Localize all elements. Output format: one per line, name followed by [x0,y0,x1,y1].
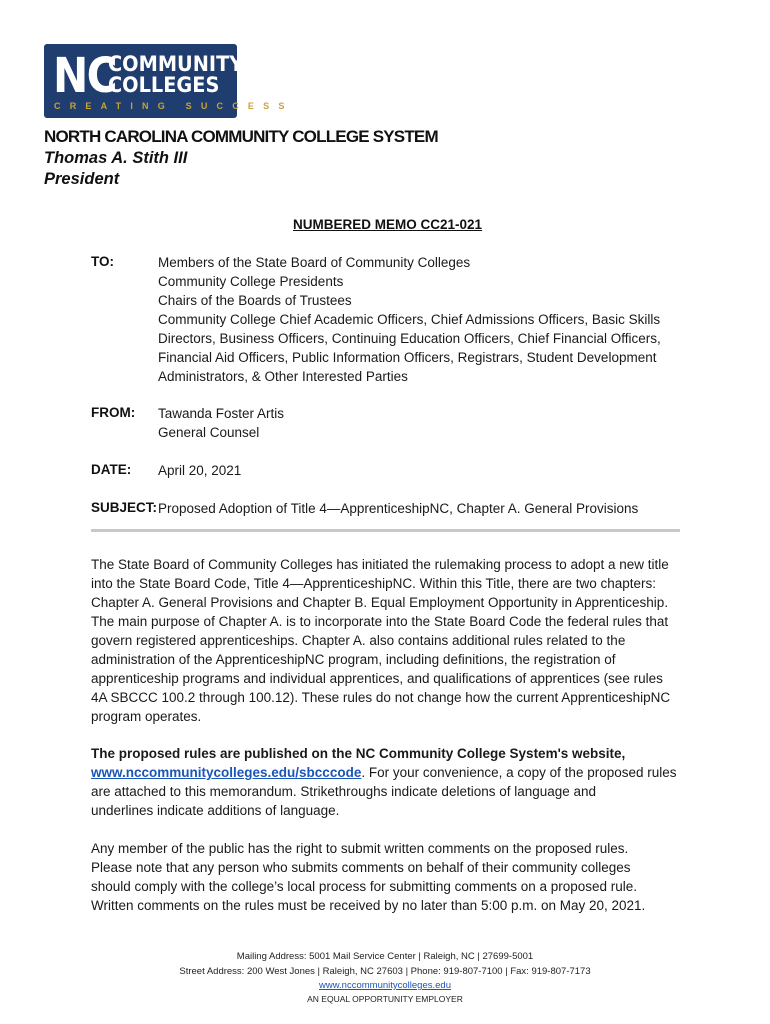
paragraph-line: should comply with the college’s local process for submitting comments on a proposed rule. [91,879,638,894]
footer-website [0,980,770,991]
footer-eoe: AN EQUAL OPPORTUNITY EMPLOYER [307,994,463,1004]
body-paragraph-2 [91,744,681,820]
paragraph-line: Any member of the public has the right to submit written comments on the proposed rules. [91,841,629,856]
memo-number: NUMBERED MEMO CC21-021 [293,217,483,232]
paragraph-line: 4A SBCCC 100.2 through 100.12). These rules do not change how the current ApprenticeshipNC [91,690,671,705]
paragraph-line: The proposed rules are published on the NC Community College System's website, [91,746,626,761]
memo-subject: Proposed Adoption of Title 4—ApprenticeshipNC, Chapter A. General Provisions [158,501,639,516]
president-title: President [44,170,120,188]
from-line: Tawanda Foster Artis [158,406,285,421]
to-line: Administrators, & Other Interested Parties [158,369,408,384]
paragraph-line: www.nccommunitycolleges.edu/sbcccode. For your convenience, a copy of the proposed rules [91,765,677,780]
paragraph-line: govern registered apprenticeships. Chapter A. also contains additional rules related to the [91,633,626,648]
from-sender [158,404,284,442]
to-recipients [158,253,661,386]
to-line: Community College Presidents [158,274,344,289]
paragraph-line: program operates. [91,709,202,724]
paragraph-line: Chapter A. General Provisions and Chapter B. Equal Employment Opportunity in Apprenticeship. [91,595,669,610]
memo-date: April 20, 2021 [158,463,242,478]
to-line: Community College Chief Academic Officers, Chief Admissions Officers, Basic Skills [158,312,661,327]
paragraph-line: administration of the ApprenticeshipNC program, including definitions, the registration of [91,652,616,667]
from-label: FROM: [91,405,136,420]
paragraph-line: are attached to this memorandum. Strikethroughs indicate deletions of language and [91,784,597,799]
paragraph-line: Written comments on the rules must be received by no later than 5:00 p.m. on May 20, 2021. [91,898,646,913]
paragraph-line: Please note that any person who submits comments on behalf of their community colleges [91,860,631,875]
paragraph-line: The State Board of Community Colleges has initiated the rulemaking process to adopt a new title [91,557,669,572]
paragraph-line: into the State Board Code, Title 4—ApprenticeshipNC. Within this Title, there are two chapters: [91,576,657,591]
body-paragraph-3 [91,839,681,915]
organization-name: NORTH CAROLINA COMMUNITY COLLEGE SYSTEM [44,127,438,146]
body-paragraph-1 [91,555,681,726]
header-divider [91,529,680,532]
footer-mailing-address: Mailing Address: 5001 Mail Service Center | Raleigh, NC | 27699-5001 [236,951,534,962]
logo-nc-text: NC [53,48,116,104]
subject-label: SUBJECT: [91,500,158,515]
logo-tagline: CREATING SUCCESS [54,101,294,111]
nccc-logo [44,44,294,118]
to-line: Chairs of the Boards of Trustees [158,293,352,308]
sbcccode-link[interactable]: www.nccommunitycolleges.edu/sbcccode [91,765,362,780]
to-line: Financial Aid Officers, Public Information Officers, Registrars, Student Development [158,350,657,365]
date-label: DATE: [91,462,132,477]
to-line: Members of the State Board of Community Colleges [158,255,471,270]
to-label: TO: [91,254,114,269]
paragraph-line: The main purpose of Chapter A. is to incorporate into the State Board Code the federal rules that [91,614,669,629]
logo-community-text: COMMUNITY [108,52,244,76]
footer-street-address: Street Address: 200 West Jones | Raleigh, NC 27603 | Phone: 919-807-7100 | Fax: 919-807-7173 [179,966,591,977]
footer-website-link[interactable]: www.nccommunitycolleges.edu [318,980,451,991]
logo-colleges-text: COLLEGES [108,73,220,97]
president-name: Thomas A. Stith III [44,149,188,167]
paragraph-line: apprenticeship programs and individual apprentices, and qualifications of apprentices (see rules [91,671,663,686]
from-line: General Counsel [158,425,260,440]
to-line: Directors, Business Officers, Continuing Education Officers, Chief Financial Officers, [158,331,661,346]
paragraph-line: underlines indicate additions of language. [91,803,340,818]
